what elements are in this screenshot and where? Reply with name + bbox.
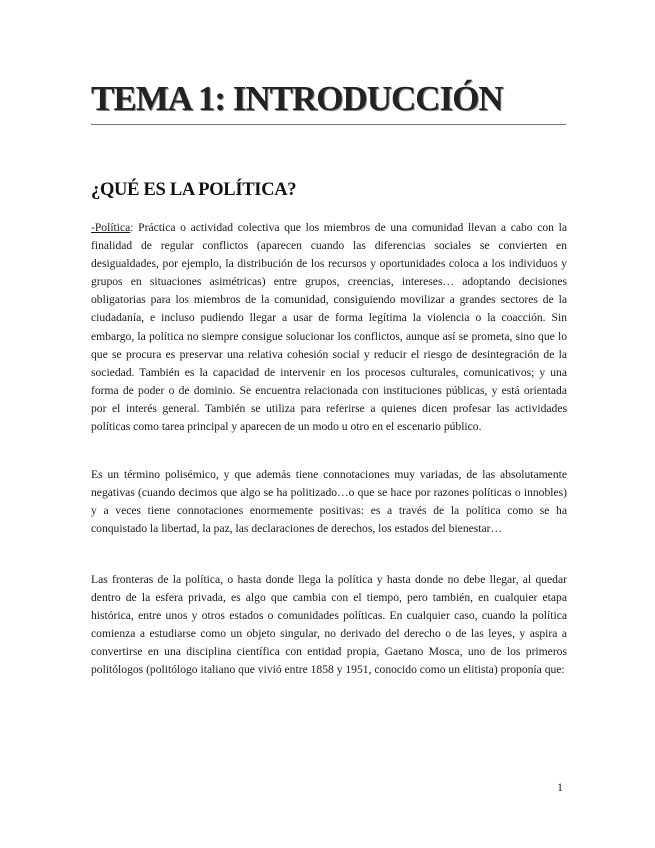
paragraph-definition <box>91 219 567 436</box>
paragraph-boundaries: Las fronteras de la política, o hasta donde llega la política y hasta donde no debe llegar, al quedar dentro de la esfera privada, es algo que cambia con el tiempo, pero también, en cualquier etapa histórica, entre unos y otros estados o comunidades políticas. En cualquier caso, cuando la política comienza a estudiarse como un objeto singular, no derivado del derecho o de las leyes, y aspira a convertirse en una disciplina científica con entidad propia, Gaetano Mosca, uno de los primeros politólogos (politólogo italiano que vivió entre 1858 y 1951, conocido como un elitista) proponía que: <box>91 573 567 677</box>
definition-text: : Práctica o actividad colectiva que los miembros de una comunidad llevan a cabo con la finalidad de regular conflictos (aparecen cuando las diferencias sociales se convierten en desigualdades, por ejemplo, la distribución de los recursos y oportunidades coloca a los individuos y grupos en situaciones asimétricas) entre grupos, creencias, intereses… adoptando decisiones obligatorias para los miembros de la comunidad, consiguiendo movilizar a grandes sectores de la ciudadanía, e incluso pudiendo llegar a usar de forma legítima la violencia o la coacción. Sin embargo, la política no siempre consigue solucionar los conflictos, aunque así se prometa, sino que lo que se procura es preservar una relativa cohesión social y reducir el riesgo de desintegración de la sociedad. También es la capacidad de intervenir en los procesos culturales, comunicativos; y una forma de poder o de dominio. Se encuentra relacionada con instituciones públicas, y está orientada por el interés general. También se utiliza para referirse a quienes dicen profesar las actividades políticas como tarea principal y aparecen de un modo u otro en el escenario público. <box>91 221 567 434</box>
section-heading: ¿QUÉ ES LA POLÍTICA? <box>91 180 297 200</box>
defined-term: -Política <box>91 221 131 234</box>
document-title: TEMA 1: INTRODUCCIÓN <box>91 79 503 118</box>
paragraph-polysemy: Es un término polisémico, y que además tiene connotaciones muy variadas, de las absolutamente negativas (cuando decimos que algo se ha politizado…o que se hace por razones políticas o innobles) y a veces tiene connotaciones enormemente positivas: es a través de la política como se ha conquistado la libertad, la paz, las declaraciones de derechos, los estados del bienestar… <box>91 468 567 536</box>
title-divider <box>91 124 566 125</box>
page-number: 1 <box>557 780 563 794</box>
